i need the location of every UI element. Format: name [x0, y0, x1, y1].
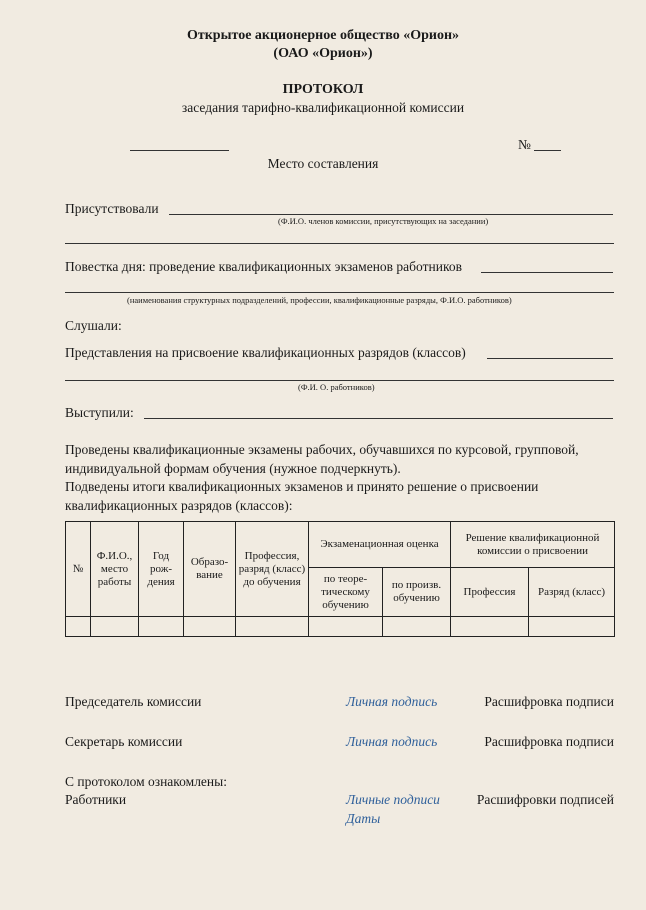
org-short-name: (ОАО «Орион») — [273, 46, 373, 61]
table-cell — [139, 617, 184, 637]
present-line-2 — [65, 243, 614, 244]
submissions-line-2 — [65, 380, 614, 381]
table-cell — [383, 617, 451, 637]
workers-signature-decode: Расшифровки подписей — [476, 792, 614, 807]
th-name-workplace: Ф.И.О., место работы — [91, 522, 139, 617]
number-blank-line — [534, 150, 561, 151]
chairman-label: Председатель комиссии — [65, 694, 202, 709]
table-cell — [236, 617, 309, 637]
acquainted-label: С протоколом ознакомлены: — [65, 774, 227, 789]
submissions-line — [487, 358, 613, 359]
chairman-signature: Личная подпись — [346, 694, 438, 709]
table-cell — [451, 617, 529, 637]
agenda-hint: (наименования структурных подразделений, профессии, квалификационные разряды, Ф.И.О. работников) — [127, 295, 512, 305]
submissions-label: Представления на присвоение квалификационных разрядов (классов) — [65, 345, 466, 360]
agenda-line — [481, 272, 613, 273]
speakers-line — [144, 418, 613, 419]
th-theory-grade: по теоре-тическому обучению — [309, 568, 383, 617]
th-number: № — [66, 522, 91, 617]
qualification-table — [65, 521, 615, 637]
workers-label: Работники — [65, 792, 127, 807]
present-line — [169, 214, 613, 215]
submissions-hint: (Ф.И. О. работников) — [298, 382, 375, 392]
th-assigned-rank: Разряд (класс) — [529, 568, 615, 617]
place-label: Место составления — [267, 156, 379, 171]
date-blank-line — [130, 150, 229, 151]
th-commission-decision: Решение квалификационной комиссии о присвоении — [451, 522, 615, 568]
present-hint: (Ф.И.О. членов комиссии, присутствующих на заседании) — [278, 216, 489, 226]
table-cell — [91, 617, 139, 637]
chairman-signature-decode: Расшифровка подписи — [484, 694, 614, 709]
th-profession-before: Профессия, разряд (класс) до обучения — [236, 522, 309, 617]
doc-type-title: ПРОТОКОЛ — [282, 82, 364, 97]
agenda-label: Повестка дня: проведение квалификационных экзаменов работников — [65, 259, 462, 274]
results-paragraph: Подведены итоги квалификационных экзаменов и принято решение о присвоении квалификационных разрядов (классов): — [65, 479, 539, 513]
secretary-signature: Личная подпись — [346, 734, 438, 749]
org-name: Открытое акционерное общество «Орион» — [186, 28, 460, 43]
th-education: Образо-вание — [184, 522, 236, 617]
table-cell — [184, 617, 236, 637]
exam-paragraph: Проведены квалификационные экзамены рабочих, обучавшихся по курсовой, групповой, индивидуальной формам обучения (нужное подчеркнуть). — [65, 442, 579, 476]
heard-label: Слушали: — [65, 318, 122, 333]
table-cell — [529, 617, 615, 637]
secretary-signature-decode: Расшифровка подписи — [484, 734, 614, 749]
workers-dates: Даты — [346, 811, 381, 826]
table-cell — [66, 617, 91, 637]
th-exam-grade: Экзаменационная оценка — [309, 522, 451, 568]
th-birth-year: Год рож-дения — [139, 522, 184, 617]
th-practice-grade: по произв. обучению — [383, 568, 451, 617]
doc-subtitle: заседания тарифно-квалификационной комиссии — [181, 100, 465, 115]
table-cell — [309, 617, 383, 637]
agenda-line-2 — [65, 292, 614, 293]
th-assigned-profession: Профессия — [451, 568, 529, 617]
workers-signatures: Личные подписи — [346, 792, 440, 807]
speakers-label: Выступили: — [65, 405, 134, 420]
present-label: Присутствовали — [65, 201, 159, 216]
number-label: № — [518, 137, 531, 152]
table-row — [66, 617, 615, 637]
secretary-label: Секретарь комиссии — [65, 734, 183, 749]
